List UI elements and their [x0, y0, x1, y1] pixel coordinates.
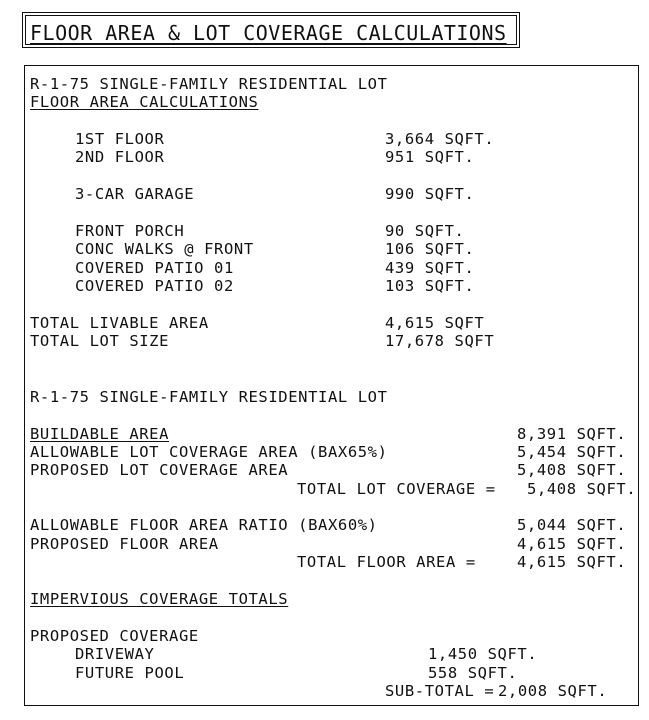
row-value: 990 SQFT.: [385, 185, 475, 203]
total-label: TOTAL LIVABLE AREA: [30, 314, 209, 332]
row-label: FRONT PORCH: [75, 222, 185, 240]
row-value: 951 SQFT.: [385, 148, 475, 166]
allowable-lot-value: 5,454 SQFT.: [517, 443, 627, 461]
row-value: 3,664 SQFT.: [385, 130, 495, 148]
row-value: 106 SQFT.: [385, 240, 475, 258]
proposed-lot-label: PROPOSED LOT COVERAGE AREA: [30, 461, 289, 479]
row-label: COVERED PATIO 01: [75, 259, 234, 277]
pool-label: FUTURE POOL: [75, 664, 185, 682]
title-box: [25, 15, 517, 45]
subtotal-value: 2,008 SQFT.: [498, 682, 608, 700]
row-label: 3-CAR GARAGE: [75, 185, 195, 203]
row-value: 90 SQFT.: [385, 222, 465, 240]
row-label: 1ST FLOOR: [75, 130, 165, 148]
allowable-lot-label: ALLOWABLE LOT COVERAGE AREA (BAX65%): [30, 443, 388, 461]
allowable-far-value: 5,044 SQFT.: [517, 516, 627, 534]
section2-heading: R-1-75 SINGLE-FAMILY RESIDENTIAL LOT: [30, 388, 388, 406]
section1-heading: R-1-75 SINGLE-FAMILY RESIDENTIAL LOT: [30, 75, 388, 93]
driveway-value: 1,450 SQFT.: [428, 645, 538, 663]
row-label: COVERED PATIO 02: [75, 277, 234, 295]
section3-subheading: PROPOSED COVERAGE: [30, 627, 199, 645]
total-value: 4,615 SQFT: [385, 314, 485, 332]
subtotal-label: SUB-TOTAL =: [385, 682, 495, 700]
total-value: 17,678 SQFT: [385, 332, 495, 350]
buildable-label: BUILDABLE AREA: [30, 425, 170, 443]
total-lot-label: TOTAL LOT COVERAGE =: [297, 480, 496, 498]
proposed-lot-value: 5,408 SQFT.: [517, 461, 627, 479]
row-value: 103 SQFT.: [385, 277, 475, 295]
total-lot-value: 5,408 SQFT.: [527, 480, 637, 498]
row-label: CONC WALKS @ FRONT: [75, 240, 254, 258]
page-title: FLOOR AREA & LOT COVERAGE CALCULATIONS: [30, 21, 507, 45]
total-floor-value: 4,615 SQFT.: [517, 553, 627, 571]
proposed-floor-value: 4,615 SQFT.: [517, 535, 627, 553]
section3-heading: IMPERVIOUS COVERAGE TOTALS: [30, 590, 289, 608]
row-value: 439 SQFT.: [385, 259, 475, 277]
row-label: 2ND FLOOR: [75, 148, 165, 166]
section1-subheading: FLOOR AREA CALCULATIONS: [30, 93, 259, 111]
total-label: TOTAL LOT SIZE: [30, 332, 170, 350]
proposed-floor-label: PROPOSED FLOOR AREA: [30, 535, 219, 553]
total-floor-label: TOTAL FLOOR AREA =: [297, 553, 476, 571]
pool-value: 558 SQFT.: [428, 664, 518, 682]
buildable-value: 8,391 SQFT.: [517, 425, 627, 443]
allowable-far-label: ALLOWABLE FLOOR AREA RATIO (BAX60%): [30, 516, 378, 534]
driveway-label: DRIVEWAY: [75, 645, 155, 663]
